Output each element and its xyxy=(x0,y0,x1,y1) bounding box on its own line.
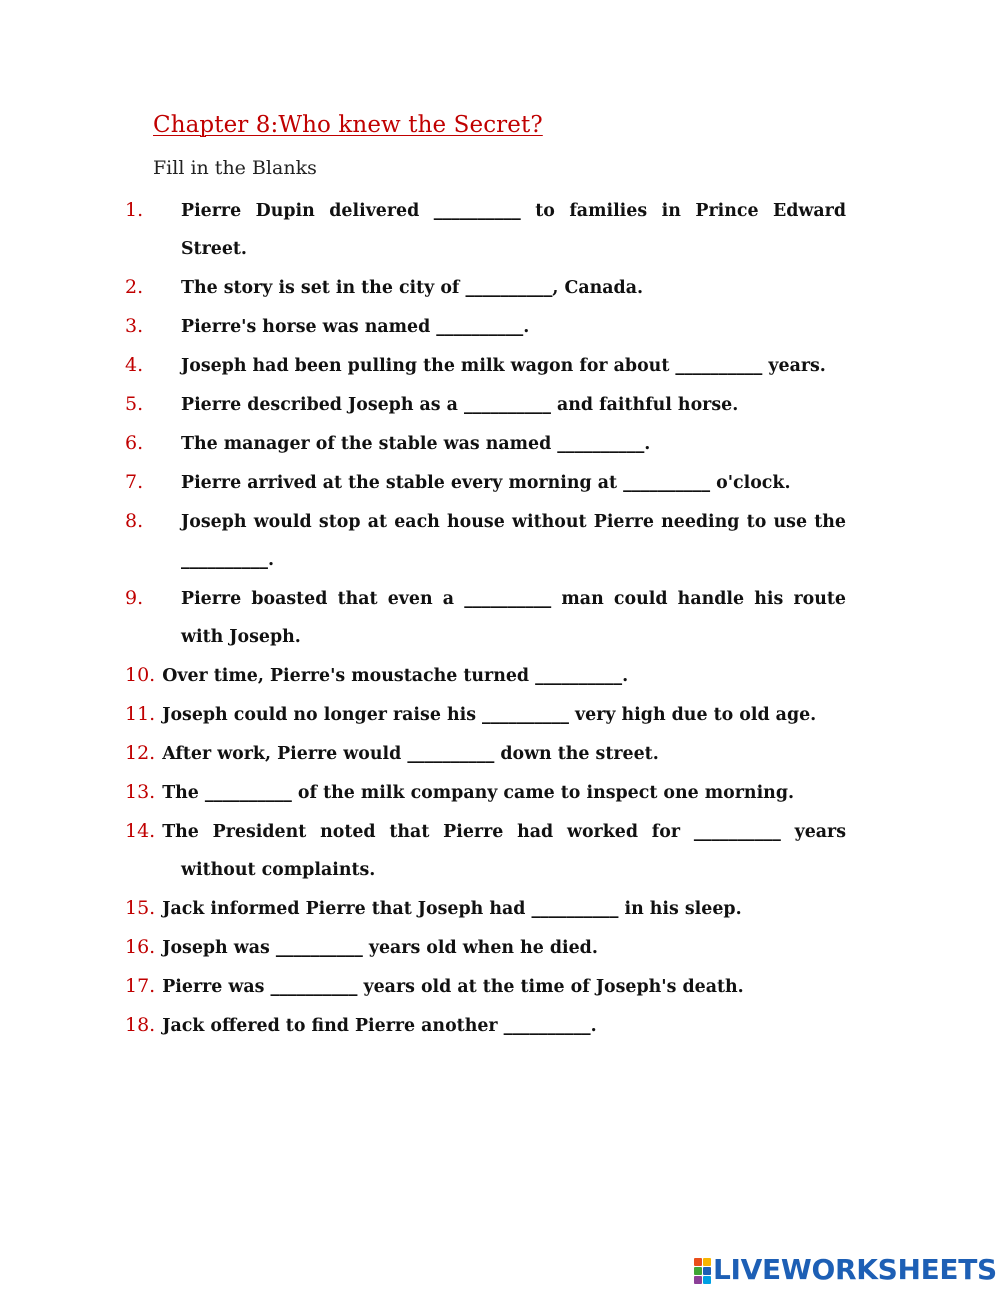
question-text: Joseph was __________ years old when he died. xyxy=(162,938,598,958)
question-number: 3. xyxy=(125,315,144,337)
question-text: Joseph had been pulling the milk wagon for about __________ years. xyxy=(181,356,826,376)
question-number: 18. xyxy=(125,1014,156,1036)
question-text: Jack informed Pierre that Joseph had __________ in his sleep. xyxy=(162,899,742,919)
question-number: 4. xyxy=(125,354,144,376)
question-item xyxy=(125,773,846,812)
worksheet xyxy=(125,108,846,1045)
logo-tile xyxy=(703,1258,711,1266)
section-subtitle: Fill in the Blanks xyxy=(153,157,317,179)
question-item xyxy=(125,695,846,734)
question-number: 17. xyxy=(125,975,156,997)
question-item xyxy=(125,889,846,928)
question-number: 13. xyxy=(125,781,156,803)
question-item xyxy=(125,928,846,967)
question-item xyxy=(125,812,846,889)
question-item xyxy=(125,734,846,773)
liveworksheets-logo-icon xyxy=(694,1258,710,1282)
question-number: 12. xyxy=(125,742,156,764)
question-text: Joseph could no longer raise his __________ very high due to old age. xyxy=(162,705,817,725)
logo-tile xyxy=(694,1258,702,1266)
question-item xyxy=(125,346,846,385)
chapter-title: Chapter 8:Who knew the Secret? xyxy=(153,112,543,138)
question-text: Pierre was __________ years old at the time of Joseph's death. xyxy=(162,977,744,997)
question-item xyxy=(125,268,846,307)
question-text: The story is set in the city of __________, Canada. xyxy=(181,278,644,298)
question-text: Jack offered to find Pierre another __________. xyxy=(162,1016,597,1036)
logo-tile xyxy=(703,1267,711,1275)
question-list xyxy=(125,191,846,1045)
question-item xyxy=(125,191,846,268)
logo-tile xyxy=(694,1276,702,1284)
question-number: 9. xyxy=(125,587,144,609)
question-text: Pierre boasted that even a __________ man could handle his route with Joseph. xyxy=(181,589,846,647)
question-item xyxy=(125,656,846,695)
question-item xyxy=(125,463,846,502)
question-number: 1. xyxy=(125,199,144,221)
question-text: Joseph would stop at each house without Pierre needing to use the __________. xyxy=(181,512,846,570)
question-number: 6. xyxy=(125,432,144,454)
question-text: The President noted that Pierre had worked for __________ years without complaints. xyxy=(162,822,846,880)
question-number: 7. xyxy=(125,471,144,493)
question-text: After work, Pierre would __________ down the street. xyxy=(162,744,659,764)
question-text: Pierre Dupin delivered __________ to families in Prince Edward Street. xyxy=(181,201,846,259)
question-text: Pierre's horse was named __________. xyxy=(181,317,530,337)
question-item xyxy=(125,385,846,424)
logo-text: LIVEWORKSHEETS xyxy=(713,1253,997,1286)
question-number: 5. xyxy=(125,393,144,415)
liveworksheets-logo[interactable] xyxy=(694,1253,997,1286)
question-text: The __________ of the milk company came to inspect one morning. xyxy=(162,783,795,803)
question-text: Pierre arrived at the stable every morning at __________ o'clock. xyxy=(181,473,791,493)
question-number: 16. xyxy=(125,936,156,958)
question-item xyxy=(125,1006,846,1045)
logo-tile xyxy=(694,1267,702,1275)
question-number: 14. xyxy=(125,820,156,842)
question-number: 11. xyxy=(125,703,156,725)
question-number: 15. xyxy=(125,897,156,919)
question-item xyxy=(125,424,846,463)
question-number: 10. xyxy=(125,664,156,686)
question-item xyxy=(125,967,846,1006)
logo-tile xyxy=(703,1276,711,1284)
question-item xyxy=(125,502,846,579)
question-text: Over time, Pierre's moustache turned __________. xyxy=(162,666,629,686)
question-text: Pierre described Joseph as a __________ and faithful horse. xyxy=(181,395,739,415)
question-number: 2. xyxy=(125,276,144,298)
question-item xyxy=(125,307,846,346)
question-number: 8. xyxy=(125,510,144,532)
question-item xyxy=(125,579,846,656)
question-text: The manager of the stable was named __________. xyxy=(181,434,651,454)
